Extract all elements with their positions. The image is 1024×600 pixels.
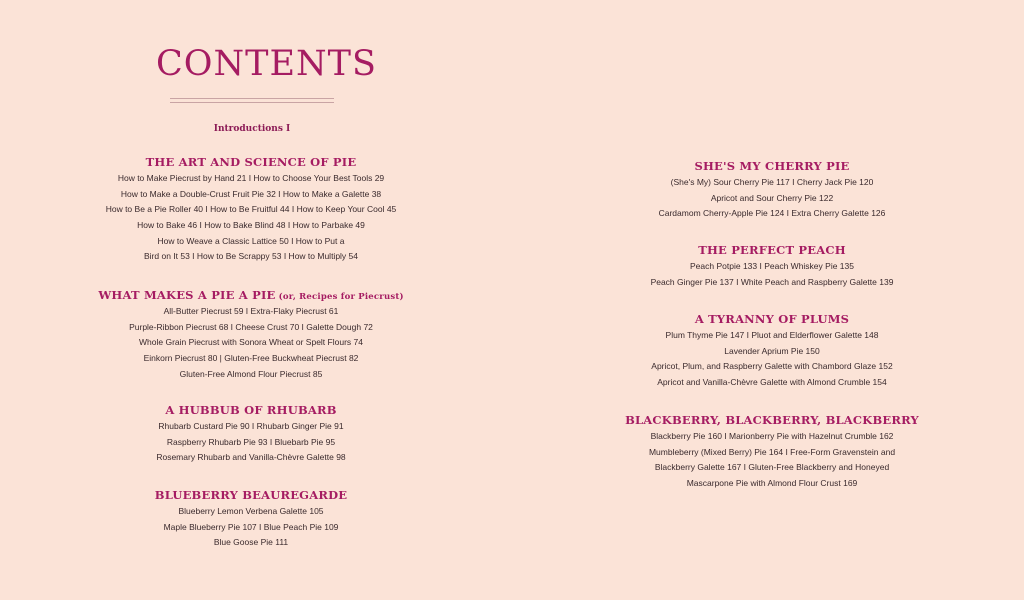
section-heading: A TYRANNY OF PLUMS bbox=[694, 312, 850, 326]
toc-entry[interactable]: Plum Thyme Pie 147 I Pluot and Elderflower Galette 148 bbox=[665, 330, 879, 340]
section-heading: THE PERFECT PEACH bbox=[698, 243, 846, 257]
section-heading: A HUBBUB OF RHUBARB bbox=[165, 403, 337, 417]
toc-entry[interactable]: Blueberry Lemon Verbena Galette 105 bbox=[178, 506, 324, 516]
section-rhubarb bbox=[78, 401, 424, 466]
page-title: CONTENTS bbox=[156, 44, 377, 84]
section-peach bbox=[600, 241, 944, 290]
section-blueberry bbox=[78, 486, 424, 551]
toc-entry[interactable]: How to Make Piecrust by Hand 21 I How to Choose Your Best Tools 29 bbox=[117, 173, 385, 183]
title-divider bbox=[170, 98, 334, 103]
section-cherry bbox=[600, 157, 944, 222]
section-heading: BLUEBERRY BEAUREGARDE bbox=[154, 488, 348, 502]
section-plums bbox=[600, 310, 944, 391]
toc-entry[interactable]: (She's My) Sour Cherry Pie 117 I Cherry Jack Pie 120 bbox=[670, 177, 874, 187]
toc-entry[interactable]: Raspberry Rhubarb Pie 93 I Bluebarb Pie 95 bbox=[166, 436, 336, 447]
toc-entry[interactable]: Bird on It 53 I How to Be Scrappy 53 I How to Multiply 54 bbox=[143, 251, 359, 262]
toc-entry[interactable]: Purple-Ribbon Piecrust 68 I Cheese Crust 70 I Galette Dough 72 bbox=[129, 321, 373, 332]
toc-entry[interactable]: Blue Goose Pie 111 bbox=[213, 537, 289, 548]
section-heading: WHAT MAKES A PIE A PIE (or, Recipes for Piecrust) bbox=[98, 288, 404, 302]
toc-entry[interactable]: Whole Grain Piecrust with Sonora Wheat or Spelt Flours 74 bbox=[139, 337, 363, 348]
toc-entry[interactable]: Blackberry Galette 167 I Gluten-Free Blackberry and Honeyed bbox=[654, 462, 890, 473]
section-heading: BLACKBERRY, BLACKBERRY, BLACKBERRY bbox=[625, 413, 919, 427]
toc-entry[interactable]: Peach Potpie 133 I Peach Whiskey Pie 135 bbox=[690, 261, 854, 271]
toc-entry[interactable]: Mumbleberry (Mixed Berry) Pie 164 I Free-Form Gravenstein and bbox=[648, 446, 896, 457]
toc-entry[interactable]: How to Be a Pie Roller 40 I How to Be Fruitful 44 I How to Keep Your Cool 45 bbox=[105, 204, 397, 215]
toc-entry[interactable]: Apricot and Sour Cherry Pie 122 bbox=[710, 192, 834, 203]
section-blackberry bbox=[600, 411, 944, 492]
toc-entry[interactable]: Rosemary Rhubarb and Vanilla-Chèvre Galette 98 bbox=[156, 452, 346, 463]
toc-entry[interactable]: Blackberry Pie 160 I Marionberry Pie with Hazelnut Crumble 162 bbox=[650, 431, 894, 441]
toc-entry[interactable]: Mascarpone Pie with Almond Flour Crust 169 bbox=[686, 478, 858, 489]
toc-entry[interactable]: Peach Ginger Pie 137 I White Peach and Raspberry Galette 139 bbox=[650, 276, 894, 287]
toc-entry[interactable]: How to Make a Double-Crust Fruit Pie 32 I How to Make a Galette 38 bbox=[120, 188, 382, 199]
toc-entry[interactable]: How to Bake 46 I How to Bake Blind 48 I How to Parbake 49 bbox=[137, 220, 365, 231]
section-subheading: (or, Recipes for Piecrust) bbox=[275, 292, 404, 302]
toc-entry[interactable]: Rhubarb Custard Pie 90 I Rhubarb Ginger Pie 91 bbox=[158, 421, 344, 431]
toc-entry[interactable]: Apricot, Plum, and Raspberry Galette with Chambord Glaze 152 bbox=[651, 361, 893, 372]
toc-entry[interactable]: All-Butter Piecrust 59 I Extra-Flaky Piecrust 61 bbox=[163, 306, 339, 316]
toc-entry[interactable]: Gluten-Free Almond Flour Piecrust 85 bbox=[179, 368, 323, 379]
toc-entry[interactable]: Lavender Aprium Pie 150 bbox=[724, 345, 820, 356]
toc-entry[interactable]: Apricot and Vanilla-Chèvre Galette with Almond Crumble 154 bbox=[657, 377, 887, 388]
toc-entry[interactable]: How to Weave a Classic Lattice 50 I How to Put a bbox=[157, 235, 345, 246]
section-art-and-science bbox=[78, 153, 424, 265]
toc-entry[interactable]: Einkorn Piecrust 80 | Gluten-Free Buckwheat Piecrust 82 bbox=[143, 353, 359, 364]
section-heading: SHE'S MY CHERRY PIE bbox=[694, 159, 850, 173]
section-heading: THE ART AND SCIENCE OF PIE bbox=[145, 155, 357, 169]
intro-entry[interactable]: Introductions I bbox=[213, 124, 291, 134]
toc-entry[interactable]: Cardamom Cherry-Apple Pie 124 I Extra Cherry Galette 126 bbox=[658, 208, 886, 219]
toc-entry[interactable]: Maple Blueberry Pie 107 I Blue Peach Pie 109 bbox=[163, 521, 339, 532]
section-what-makes-a-pie bbox=[78, 286, 424, 382]
